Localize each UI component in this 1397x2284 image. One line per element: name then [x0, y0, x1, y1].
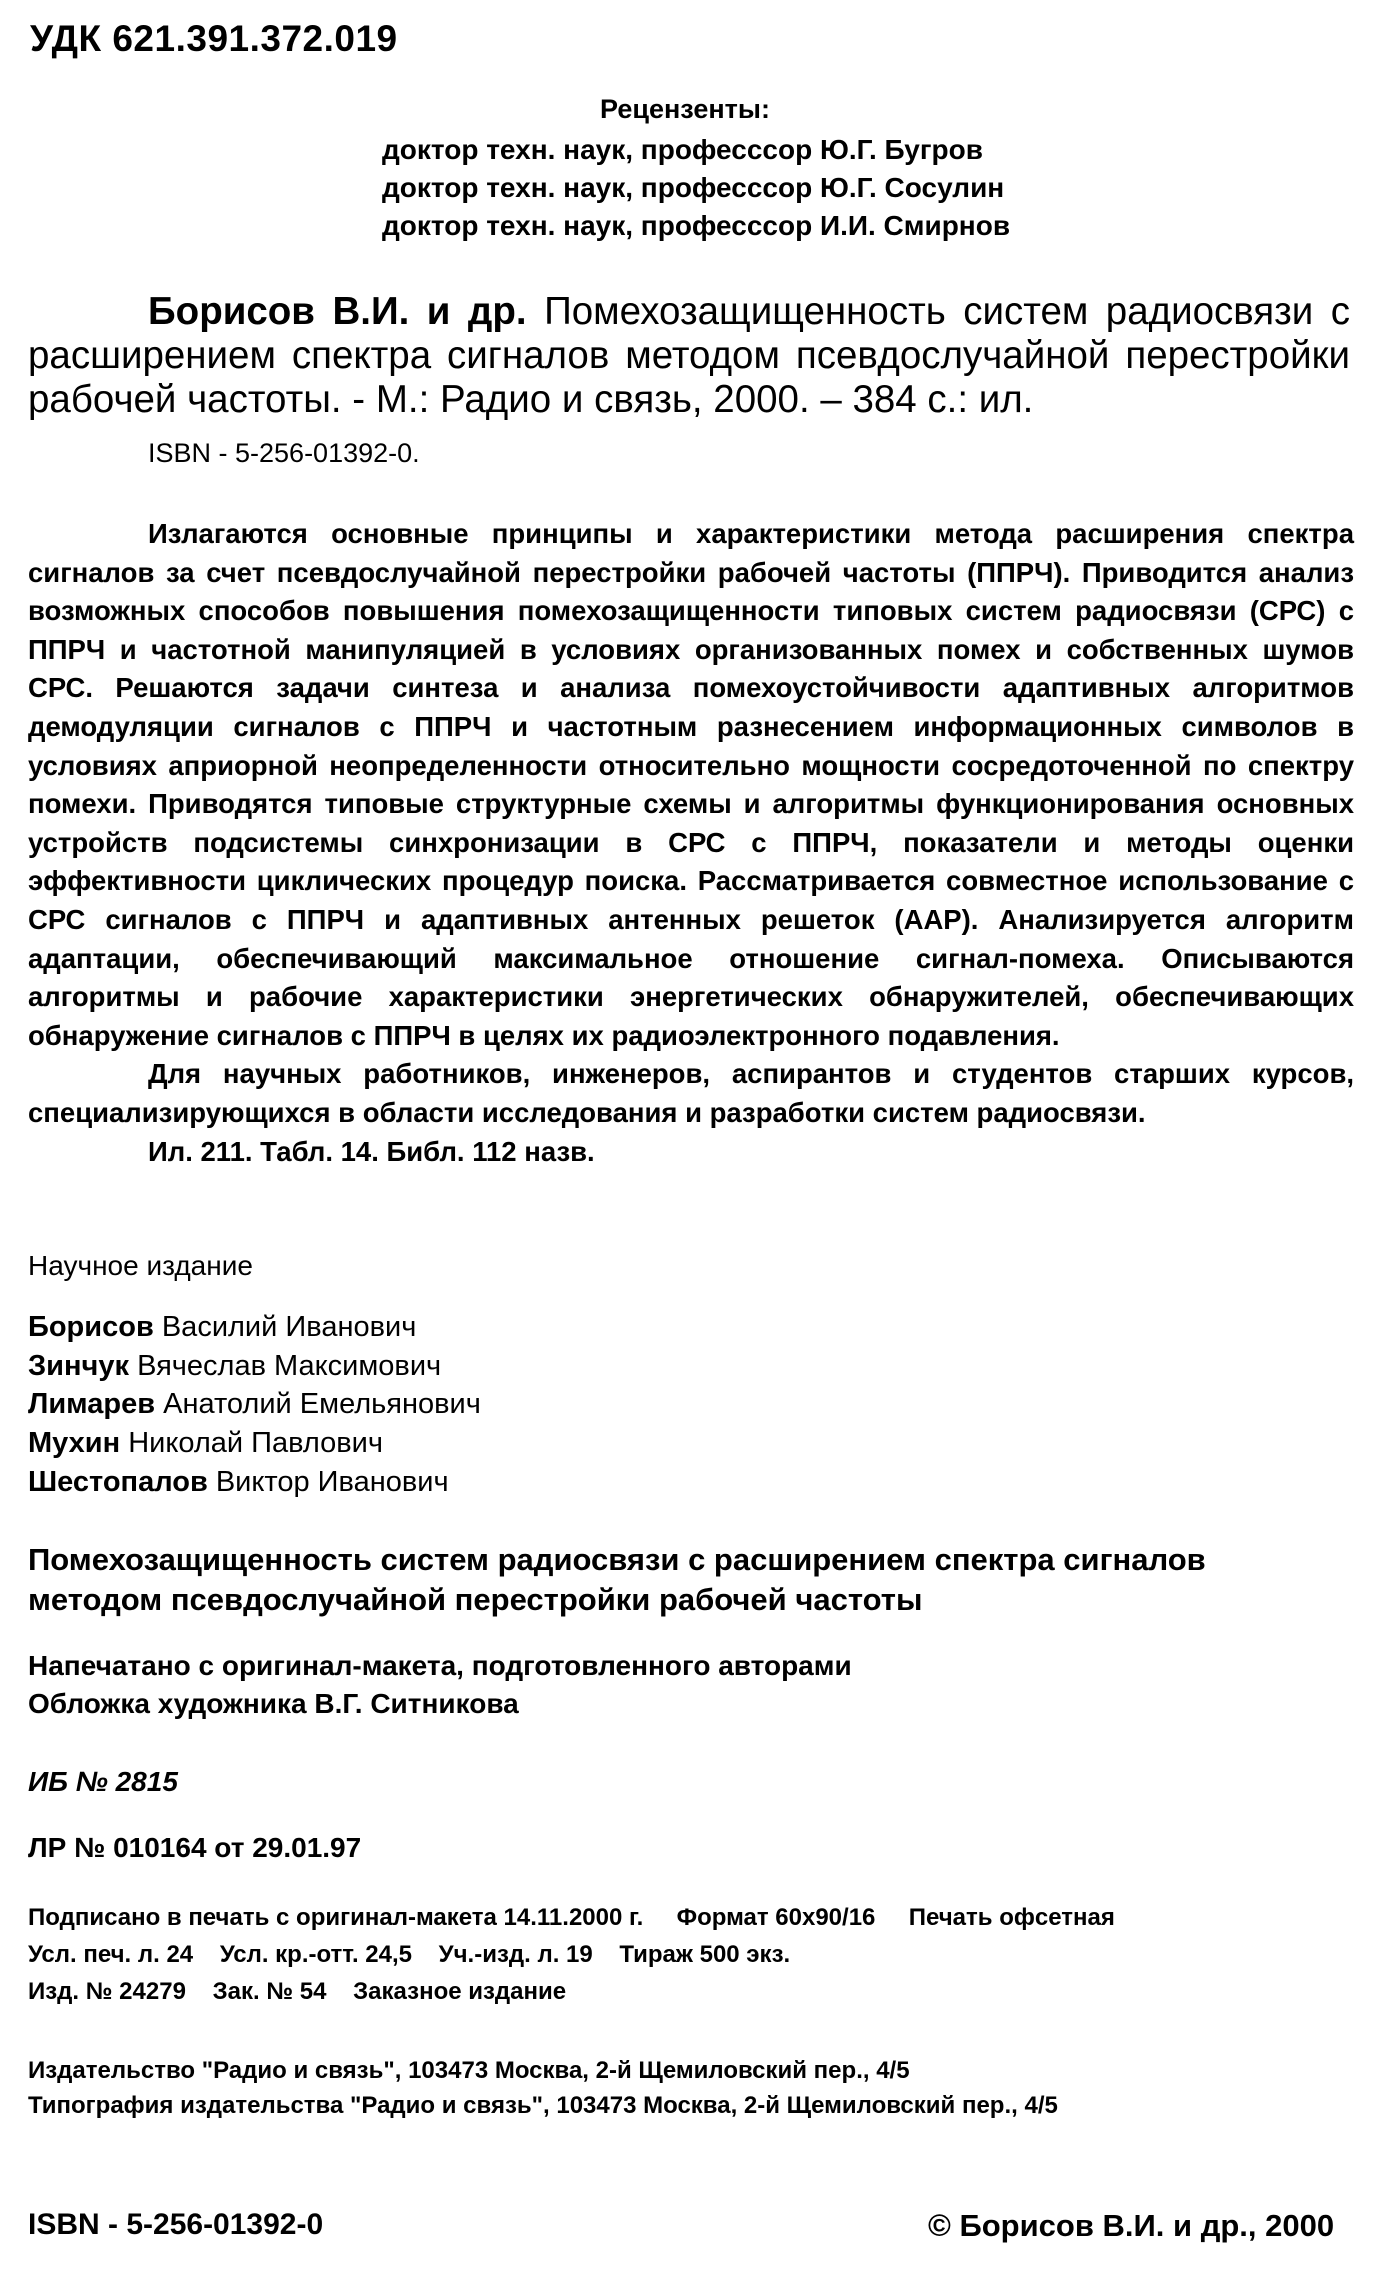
- abstract-paragraph: Излагаются основные принципы и характеристики метода расширения спектра сигналов за счет псевдослучайной перестройки рабочей частоты (ППРЧ). Приводится анализ возможных способов повышения помехозащищенности типовых систем радиосвязи (СРС) с ППРЧ и частотной манипуляцией в условиях организованных помех и собственных шумов СРС. Решаются задачи синтеза и анализа помехоустойчивости адаптивных алгоритмов демодуляции сигналов с ППРЧ и частотным разнесением информационных символов в условиях априорной неопределенности относительно мощности сосредоточенной по спектру помехи. Приводятся типовые структурные схемы и алгоритмы функционирования основных устройств подсистемы синхронизации в СРС с ППРЧ, показатели и методы оценки эффективности циклических процедур поиска. Рассматривается совместное использование с СРС сигналов с ППРЧ и адаптивных антенных решеток (ААР). Анализируется алгоритм адаптации, обеспечивающий максимальное отношение сигнал-помеха. Описываются алгоритмы и рабочие характеристики энергетических обнаружителей, обеспечивающих обнаружение сигналов с ППРЧ в целях их радиоэлектронного подавления.: [28, 518, 1354, 1051]
- reviewer-line: доктор техн. наук, професссор И.И. Смирнов: [382, 210, 1011, 241]
- author-surname: Мухин: [28, 1427, 121, 1459]
- imprint-line: Усл. печ. л. 24 Усл. кр.-отт. 24,5 Уч.-изд. л. 19 Тираж 500 экз.: [28, 1941, 791, 1968]
- publication-genre: Научное издание: [28, 1250, 253, 1281]
- reviewer-line: доктор техн. наук, професссор Ю.Г. Бугров: [382, 134, 983, 165]
- author-surname: Борисов: [28, 1311, 154, 1343]
- author-surname: Шестопалов: [28, 1466, 208, 1498]
- isbn: ISBN - 5-256-01392-0: [28, 2208, 324, 2241]
- reviewer-line: доктор техн. наук, професссор Ю.Г. Сосулин: [382, 172, 1005, 203]
- illustrations-count: Ил. 211. Табл. 14. Библ. 112 назв.: [148, 1135, 595, 1167]
- author-name: [28, 1388, 481, 1421]
- license-number: ЛР № 010164 от 29.01.97: [28, 1832, 362, 1863]
- audience-paragraph: Для научных работников, инженеров, аспирантов и студентов старших курсов, специализирующихся в области исследования и разработки систем радиосвязи.: [28, 1058, 1354, 1128]
- author-given-names: Вячеслав Максимович: [137, 1350, 442, 1382]
- imprint-line: Подписано в печать с оригинал-макета 14.11.2000 г. Формат 60x90/16 Печать офсетная: [28, 1904, 1115, 1931]
- printed-from-note: Напечатано с оригинал-макета, подготовленного авторами: [28, 1650, 852, 1681]
- author-name: [28, 1350, 441, 1383]
- author-name: [28, 1311, 416, 1344]
- udk-code: УДК 621.391.372.019: [30, 18, 398, 59]
- bib-authors: Борисов В.И. и др.: [148, 290, 527, 333]
- printer-address: Типография издательства "Радио и связь", 103473 Москва, 2-й Щемиловский пер., 4/5: [28, 2092, 1058, 2119]
- cover-artist-note: Обложка художника В.Г. Ситникова: [28, 1688, 519, 1719]
- author-name: [28, 1466, 449, 1499]
- author-given-names: Василий Иванович: [161, 1311, 417, 1343]
- bib-isbn: ISBN - 5-256-01392-0.: [148, 438, 420, 468]
- imprint-line: Изд. № 24279 Зак. № 54 Заказное издание: [28, 1978, 567, 2005]
- ib-number: ИБ № 2815: [28, 1766, 178, 1797]
- reviewers-title: Рецензенты:: [600, 94, 770, 124]
- author-given-names: Анатолий Емельянович: [163, 1388, 481, 1420]
- bib-description: Помехозащищенность систем радиосвязи с расширением спектра сигналов методом псевдослучайной перестройки рабочей частоты. - М.: Радио и связь, 2000. – 384 с.: ил.: [28, 290, 1351, 421]
- author-surname: Зинчук: [28, 1350, 129, 1382]
- author-given-names: Николай Павлович: [128, 1427, 383, 1459]
- bibliographic-record: [28, 290, 1350, 422]
- copyright: © Борисов В.И. и др., 2000: [928, 2208, 1335, 2243]
- author-surname: Лимарев: [28, 1388, 156, 1420]
- abstract: [28, 515, 1354, 1171]
- publisher-address: Издательство "Радио и связь", 103473 Москва, 2-й Щемиловский пер., 4/5: [28, 2057, 910, 2084]
- author-given-names: Виктор Иванович: [215, 1466, 449, 1498]
- book-title: Помехозащищенность систем радиосвязи с расширением спектра сигналов методом псевдослучайной перестройки рабочей частоты: [28, 1542, 1206, 1617]
- author-name: [28, 1427, 383, 1460]
